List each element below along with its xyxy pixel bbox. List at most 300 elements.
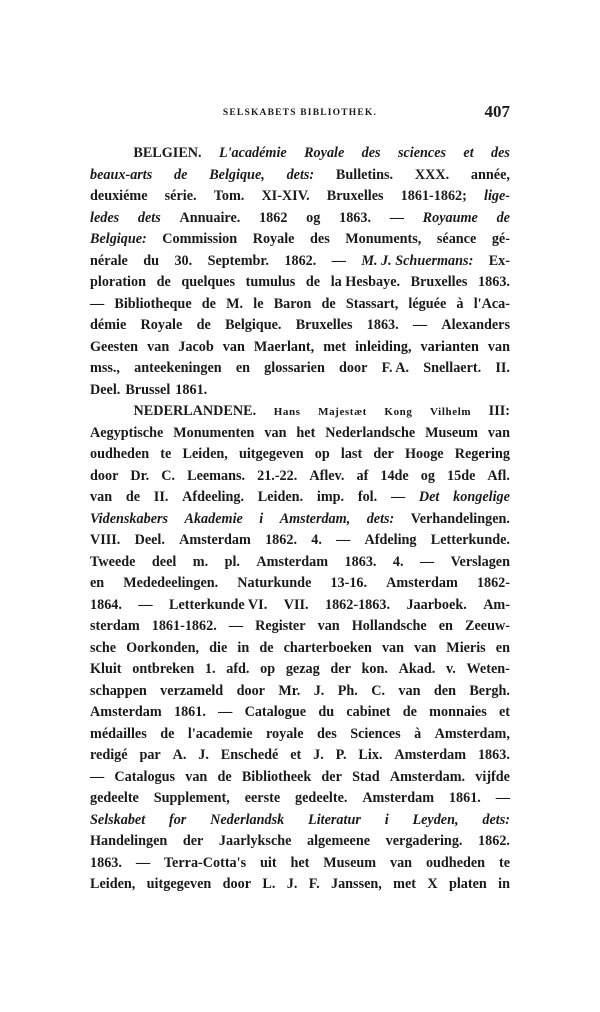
word: imp.	[316, 489, 345, 505]
word: Stad	[352, 768, 380, 785]
word: Leiden,	[90, 876, 136, 892]
word: Bruxelles	[326, 188, 384, 204]
word: de	[321, 295, 336, 312]
word: beaux-arts	[90, 166, 153, 183]
word: sche	[90, 639, 117, 656]
word: der	[321, 768, 342, 785]
word: du	[143, 252, 160, 269]
word: kongelige	[453, 489, 510, 505]
word: VIII.	[90, 532, 121, 548]
word: le	[253, 295, 264, 312]
word: L.	[262, 876, 276, 892]
text-line	[90, 317, 510, 339]
word: et	[463, 145, 474, 161]
word: varianten	[420, 338, 479, 355]
word: et	[498, 704, 510, 720]
word: uitgegeven	[146, 876, 212, 892]
word: Videnskabers	[90, 510, 169, 527]
text-line	[90, 339, 510, 361]
word: monnaies	[429, 704, 487, 720]
word: van	[487, 338, 510, 355]
word: à	[456, 295, 464, 312]
text-line	[90, 876, 510, 898]
word: 15de	[447, 467, 476, 484]
word: v.	[445, 661, 456, 677]
word: Hollandsche	[351, 618, 427, 634]
word: M. J. Schuermans:	[361, 252, 474, 269]
word: van	[264, 424, 287, 441]
word: door	[339, 360, 368, 376]
word: Amsterdam	[386, 575, 458, 591]
word: Naturkunde	[237, 575, 312, 591]
word: uitgegeven	[238, 446, 304, 462]
word: i	[384, 811, 389, 828]
word: door	[236, 682, 265, 699]
word: de	[174, 166, 188, 183]
word: Aegyptische	[90, 424, 164, 441]
word: A.	[172, 747, 187, 763]
word: van	[398, 682, 421, 699]
word: van	[414, 639, 437, 656]
word: série.	[164, 188, 197, 204]
word: Hooge	[404, 446, 444, 462]
word: vijfde	[475, 768, 510, 785]
text-line	[90, 833, 510, 855]
word: Leiden.	[257, 489, 304, 505]
word: M.	[226, 295, 244, 312]
word: Afdeeling.	[182, 489, 245, 505]
word: en	[235, 360, 250, 376]
word: Kluit	[90, 661, 122, 677]
word: uit	[260, 854, 277, 871]
word: des	[310, 231, 330, 247]
word: —	[90, 295, 105, 312]
word: Oorkonden,	[126, 639, 200, 656]
word: et	[290, 747, 302, 763]
word: gezag	[285, 661, 320, 677]
word: Amsterdam,	[434, 725, 510, 742]
word: de	[201, 295, 216, 312]
word: Mr.	[278, 682, 301, 699]
word: de	[217, 768, 232, 785]
word: Enschedé	[220, 747, 279, 763]
word: og	[306, 209, 321, 226]
word: Baron	[273, 295, 312, 312]
word: fol.	[357, 489, 378, 505]
word: Hans	[273, 406, 301, 418]
word: van	[222, 338, 245, 355]
word: tumulus	[245, 274, 296, 290]
word: af	[356, 467, 369, 484]
word: afd.	[226, 661, 250, 677]
word: Verslagen	[450, 553, 510, 570]
word: Deel.	[134, 532, 165, 548]
word: van	[389, 854, 413, 871]
word: 4.	[392, 553, 404, 570]
word: nérale	[90, 252, 128, 269]
word: gé-	[491, 231, 510, 247]
word: XXX.	[414, 166, 450, 183]
word: 1861.	[448, 790, 481, 806]
word: 1862.	[478, 833, 510, 849]
word: Jaarlyksche	[218, 833, 292, 849]
word: cabinet	[346, 704, 391, 720]
word: lige-	[484, 188, 510, 204]
word: charterboeken	[283, 639, 372, 656]
word: Bulletins.	[335, 166, 394, 183]
word: Nederlandsche	[325, 424, 416, 441]
word: door	[222, 876, 252, 892]
word: J.	[313, 747, 324, 763]
word: Museum	[425, 424, 478, 441]
word: X	[427, 876, 438, 892]
word: L'académie	[218, 145, 287, 161]
word: Regering	[454, 446, 510, 462]
word: for	[168, 811, 187, 828]
word: last	[340, 446, 363, 462]
word: van	[317, 618, 340, 634]
word: Monumenten	[173, 424, 255, 441]
word: la Hesbaye.	[330, 274, 401, 290]
word: die	[209, 639, 228, 656]
word: og	[420, 467, 435, 484]
text-line	[90, 704, 510, 726]
word: inleiding,	[355, 338, 412, 355]
text-line	[90, 683, 510, 705]
text-line	[90, 296, 510, 318]
word: Monuments,	[345, 231, 422, 247]
word: Amsterdam	[256, 553, 329, 570]
word: anteekeningen	[134, 360, 222, 376]
word: 1862.	[284, 252, 317, 269]
word: léguée	[408, 295, 447, 312]
word: 1864.	[90, 596, 122, 613]
word: Terra-Cotta's	[163, 854, 247, 871]
word: Ex-	[488, 252, 510, 269]
word: —	[228, 618, 244, 634]
word: van	[185, 768, 208, 785]
word: 13-16.	[330, 575, 368, 591]
text-line	[90, 145, 510, 167]
word: op	[314, 446, 330, 462]
word: Janssen,	[330, 876, 382, 892]
word: 30.	[174, 252, 193, 269]
text-line	[90, 253, 510, 275]
word: de	[496, 209, 510, 226]
word: Tweede	[90, 553, 136, 570]
word: mss.,	[90, 360, 120, 376]
word: dets	[137, 209, 161, 226]
word: in	[498, 876, 510, 892]
word: Bibliotheque	[114, 295, 192, 312]
page-header	[90, 102, 510, 124]
word: du	[318, 704, 335, 720]
word: Vilhelm	[430, 406, 472, 418]
word: —	[331, 252, 346, 269]
word: 1863.	[344, 553, 377, 570]
text-line	[90, 403, 510, 425]
word: —	[412, 317, 428, 333]
word: Det	[418, 489, 440, 505]
word: de	[402, 704, 417, 720]
word: van	[90, 489, 113, 505]
word: quelques	[181, 274, 235, 290]
word: ledes	[90, 209, 120, 226]
word: Supplement,	[153, 790, 230, 806]
word: Kong	[384, 406, 413, 418]
word: Leiden,	[182, 446, 228, 462]
word: i	[259, 510, 264, 527]
text-line	[90, 661, 510, 683]
word: VII.	[283, 596, 309, 613]
text-line	[90, 532, 510, 554]
text-line	[90, 747, 510, 769]
text-line	[90, 511, 510, 533]
word: sterdam	[90, 618, 140, 634]
word: Commission	[162, 231, 238, 247]
word: 1861-1862;	[400, 188, 467, 204]
word: 1863.	[478, 274, 510, 290]
word: Amsterdam	[90, 704, 162, 720]
text-line	[90, 274, 510, 296]
word: Museum	[323, 854, 377, 871]
word: eerste	[244, 790, 281, 806]
word: C.	[161, 467, 176, 484]
word: 1863.	[477, 747, 510, 763]
word: op	[260, 661, 276, 677]
word: met	[323, 338, 347, 355]
word: Stassart,	[345, 295, 399, 312]
word: Deel.	[90, 381, 121, 398]
word: des	[317, 725, 337, 742]
word: Weten-	[466, 661, 510, 677]
word: Amsterdam	[394, 747, 467, 763]
page-number: 407	[484, 102, 510, 121]
word: dets:	[286, 166, 315, 183]
word: Afl.	[487, 467, 510, 484]
word: Handelingen	[90, 833, 168, 849]
word: 4.	[311, 532, 322, 548]
word: médailles	[90, 725, 147, 742]
word: 1862-1863.	[324, 596, 391, 613]
word: Septembr.	[207, 252, 269, 269]
word: Lix.	[358, 747, 383, 763]
word: 1861-1862.	[151, 618, 217, 634]
text-line	[90, 489, 510, 511]
word: ploration	[90, 274, 146, 290]
word: schappen	[90, 682, 147, 699]
word: sciences	[397, 145, 447, 161]
word: 1861.	[175, 381, 208, 398]
text-line	[90, 360, 510, 382]
word: 1863.	[90, 854, 122, 871]
word: 1862-	[476, 575, 510, 591]
word: l'Aca-	[473, 295, 510, 312]
word: Leyden,	[412, 811, 459, 828]
text-line	[90, 167, 510, 189]
word: gedeelte	[90, 790, 139, 806]
word: van	[487, 424, 510, 441]
word: Tom.	[213, 188, 245, 204]
word: Zeeuw-	[465, 618, 510, 634]
word: Bergh.	[469, 682, 510, 699]
word: ontbreken	[132, 661, 195, 677]
word: Sciences	[350, 725, 401, 742]
word: dets:	[366, 510, 395, 527]
text-line	[90, 382, 510, 404]
word: Catalogus	[114, 768, 176, 785]
word: glossarien	[264, 360, 325, 376]
word: Belgique,	[209, 166, 265, 183]
word: II.	[495, 360, 510, 376]
word: Literatur	[308, 811, 361, 828]
body-text	[90, 145, 510, 898]
word: Afdeling	[364, 532, 417, 548]
word: Alexanders	[441, 317, 510, 333]
word: van	[381, 639, 405, 656]
word: met	[393, 876, 417, 892]
word: Dr.	[130, 467, 150, 484]
word: het	[296, 424, 316, 441]
word: Amsterdam.	[389, 768, 466, 785]
word: Letterkunde VI.	[168, 596, 268, 613]
word: Annuaire.	[179, 209, 241, 226]
word: —	[419, 553, 435, 570]
word: te	[160, 446, 172, 462]
word: —	[495, 790, 510, 806]
word: Amsterdam,	[279, 510, 351, 527]
word: den	[433, 682, 456, 699]
word: de	[259, 639, 274, 656]
word: Jaarboek.	[406, 596, 467, 613]
running-head: SELSKABETS BIBLIOTHEK.	[222, 108, 378, 118]
word: m.	[192, 553, 209, 570]
word: platen	[448, 876, 487, 892]
word: Bruxelles	[295, 317, 353, 333]
word: Royale	[140, 317, 183, 333]
text-line	[90, 210, 510, 232]
word: 1.	[204, 661, 216, 677]
word: séance	[436, 231, 477, 247]
word: 1862	[259, 209, 288, 226]
word: à	[414, 725, 422, 742]
text-line	[90, 769, 510, 791]
word: royale	[265, 725, 304, 742]
word: III:	[488, 403, 510, 419]
word: Maerlant,	[253, 338, 315, 355]
text-line	[90, 790, 510, 812]
word: de	[125, 489, 141, 505]
word: de	[160, 725, 175, 742]
word: Catalogue	[244, 704, 307, 720]
word: —	[90, 768, 105, 785]
word: de	[196, 317, 211, 333]
word: J.	[198, 747, 209, 763]
text-line	[90, 618, 510, 640]
word: vergadering.	[385, 833, 463, 849]
word: démie	[90, 317, 127, 333]
word: C.	[371, 682, 386, 699]
word: F.	[308, 876, 320, 892]
word: —	[135, 854, 150, 871]
word: des	[491, 145, 510, 161]
word: het	[290, 854, 310, 871]
word: 21.-22.	[257, 467, 298, 484]
word: J.	[286, 876, 298, 892]
word: en	[90, 575, 105, 591]
word: dets:	[482, 811, 510, 828]
word: —	[336, 532, 351, 548]
word: der	[182, 833, 204, 849]
word: F. A.	[381, 360, 410, 376]
text-line	[90, 231, 510, 253]
text-line	[90, 468, 510, 490]
word: der	[373, 446, 394, 462]
word: Belgique.	[225, 317, 282, 333]
word: deel	[151, 553, 177, 570]
word: pl.	[224, 553, 240, 570]
text-line	[90, 726, 510, 748]
text-line	[90, 575, 510, 597]
text-line	[90, 812, 510, 834]
word: van	[147, 338, 170, 355]
word: in	[237, 639, 250, 656]
word: Ph.	[337, 682, 358, 699]
word: kon.	[361, 661, 388, 677]
word: Jacob	[178, 338, 214, 355]
word: Majestæt	[318, 406, 367, 418]
word: Am-	[483, 596, 510, 613]
word: P.	[335, 747, 347, 763]
word: Geesten	[90, 338, 139, 355]
word: 1863.	[366, 317, 399, 333]
word: —	[390, 489, 406, 505]
word: algemeene	[307, 833, 371, 849]
word: —	[389, 209, 404, 226]
word: Mieris	[446, 639, 486, 656]
word: BELGIEN.	[133, 145, 202, 161]
word: Bibliotheek	[241, 768, 312, 785]
word: en	[438, 618, 453, 634]
text-line	[90, 597, 510, 619]
word: par	[139, 747, 161, 763]
word: oudheden	[90, 446, 150, 462]
text-line	[90, 446, 510, 468]
word: de	[156, 274, 171, 290]
text-line	[90, 554, 510, 576]
word: Belgique:	[90, 231, 147, 247]
word: J.	[313, 682, 325, 699]
word: Akademie	[184, 510, 243, 527]
word: Snellaert.	[423, 360, 482, 376]
word: te	[498, 854, 510, 871]
word: Royale	[304, 145, 345, 161]
word: de	[305, 274, 321, 290]
word: redigé	[90, 747, 128, 763]
word: —	[138, 596, 153, 613]
word: 14de	[380, 467, 409, 484]
word: —	[218, 704, 233, 720]
word: Akad.	[398, 661, 436, 677]
word: der	[330, 661, 351, 677]
text-line	[90, 425, 510, 447]
word: Register	[255, 618, 306, 634]
text-line	[90, 188, 510, 210]
word: Brussel	[125, 381, 171, 398]
word: Verhandelingen.	[410, 510, 510, 527]
word: Royale	[252, 231, 295, 247]
word: des	[361, 145, 381, 161]
